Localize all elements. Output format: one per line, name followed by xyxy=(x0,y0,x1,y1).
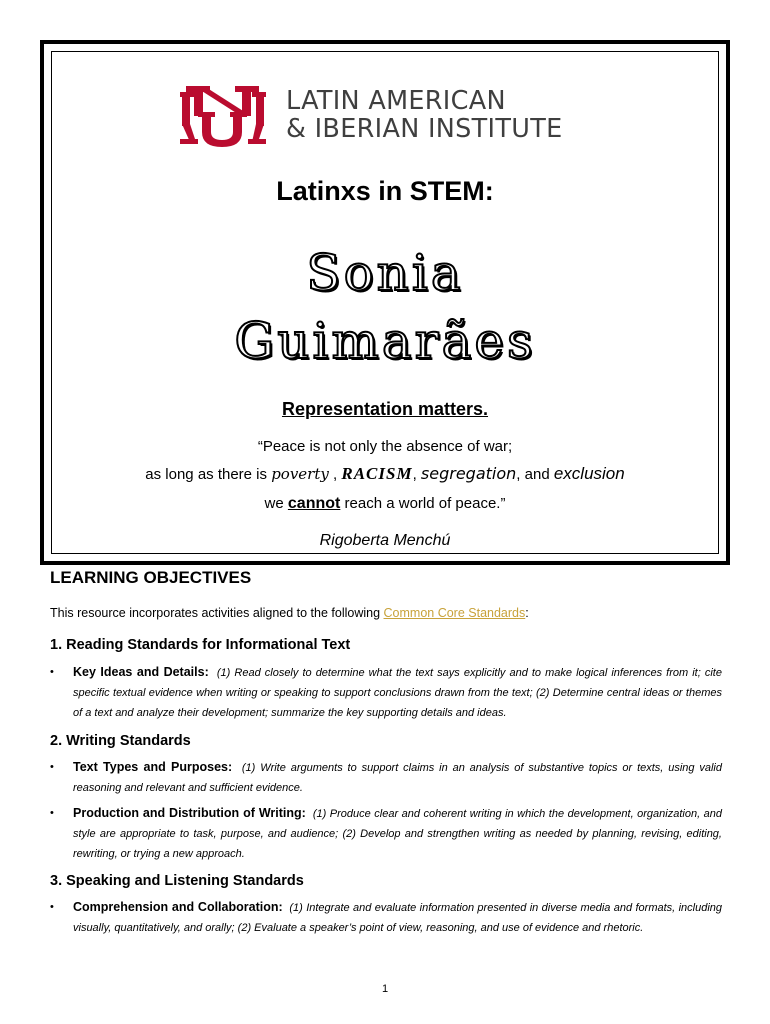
word-racism: RACISM xyxy=(341,464,413,483)
item-description: (1) Read closely to determine what the text says explicitly and to make logical inferences from it; cite specific textual evidence when writing or speaking to support conclusions drawn from the text; (2) Determine central ideas or themes of a text and analyze their development; summarize the key supporting details and ideas. xyxy=(73,667,722,719)
item-description: (1) Write arguments to support claims in an analysis of substantive topics or texts, using valid reasoning and relevant and sufficient evidence. xyxy=(73,762,722,794)
quote-author: Rigoberta Menchú xyxy=(319,532,451,549)
logo-text-line2: & IBERIAN INSTITUTE xyxy=(286,114,563,144)
section-writing-title: 2. Writing Standards xyxy=(50,733,191,749)
word-poverty: poverty xyxy=(271,465,329,483)
word-cannot: cannot xyxy=(287,495,341,512)
unm-logo-icon xyxy=(180,84,276,148)
common-core-link[interactable]: Common Core Standards xyxy=(383,606,526,620)
quote-ending: reach a world of peace.” xyxy=(344,495,506,512)
logo-text-line1: LATIN AMERICAN xyxy=(286,86,506,116)
item-description: (1) Produce clear and coherent writing in which the development, organization, and style are appropriate to task, purpose, and audience; (2) Develop and strengthen writing as needed by planning, revising, editing, rewriting, or trying a new approach. xyxy=(73,808,722,860)
intro-paragraph xyxy=(50,606,529,620)
subject-name-first: Sonia xyxy=(306,244,464,302)
learning-objectives-heading: LEARNING OBJECTIVES xyxy=(50,568,252,587)
intro-text: This resource incorporates activities aligned to the following xyxy=(50,606,381,620)
page-number: 1 xyxy=(381,983,389,995)
intro-colon: : xyxy=(525,606,529,620)
word-exclusion: exclusion xyxy=(553,464,625,483)
quote-we: we xyxy=(264,495,284,512)
quote-line-1: “Peace is not only the absence of war; xyxy=(257,438,513,455)
word-and: and xyxy=(524,466,550,483)
section-reading-title: 1. Reading Standards for Informational Text xyxy=(50,637,351,653)
bullet: • xyxy=(50,901,54,913)
section-speaking-title: 3. Speaking and Listening Standards xyxy=(50,873,304,889)
list-item xyxy=(50,803,722,864)
list-item xyxy=(50,662,722,723)
list-item xyxy=(50,757,722,798)
word-segregation: segregation xyxy=(420,464,517,483)
item-label: Production and Distribution of Writing: xyxy=(73,806,306,820)
quote-prefix: as long as there is xyxy=(145,466,268,483)
item-label: Key Ideas and Details: xyxy=(73,665,209,679)
bullet: • xyxy=(50,761,54,773)
quote-line-3 xyxy=(0,495,770,513)
quote-line-2: as long as there is poverty , RACISM, segregation, and exclusion xyxy=(145,464,625,483)
subject-name-last: Guimarães xyxy=(234,312,536,370)
bullet: • xyxy=(50,666,54,678)
list-item xyxy=(50,897,722,938)
item-description: (1) Integrate and evaluate information presented in diverse media and formats, including visually, quantitatively, and orally; (2) Evaluate a speaker’s point of view, reasoning, and use of evidence and rhetoric. xyxy=(73,902,722,934)
series-title: Latinxs in STEM: xyxy=(276,176,494,206)
item-label: Comprehension and Collaboration: xyxy=(73,900,283,914)
institute-logo xyxy=(180,84,580,148)
bullet: • xyxy=(50,807,54,819)
tagline: Representation matters. xyxy=(281,399,489,419)
item-label: Text Types and Purposes: xyxy=(73,760,233,774)
